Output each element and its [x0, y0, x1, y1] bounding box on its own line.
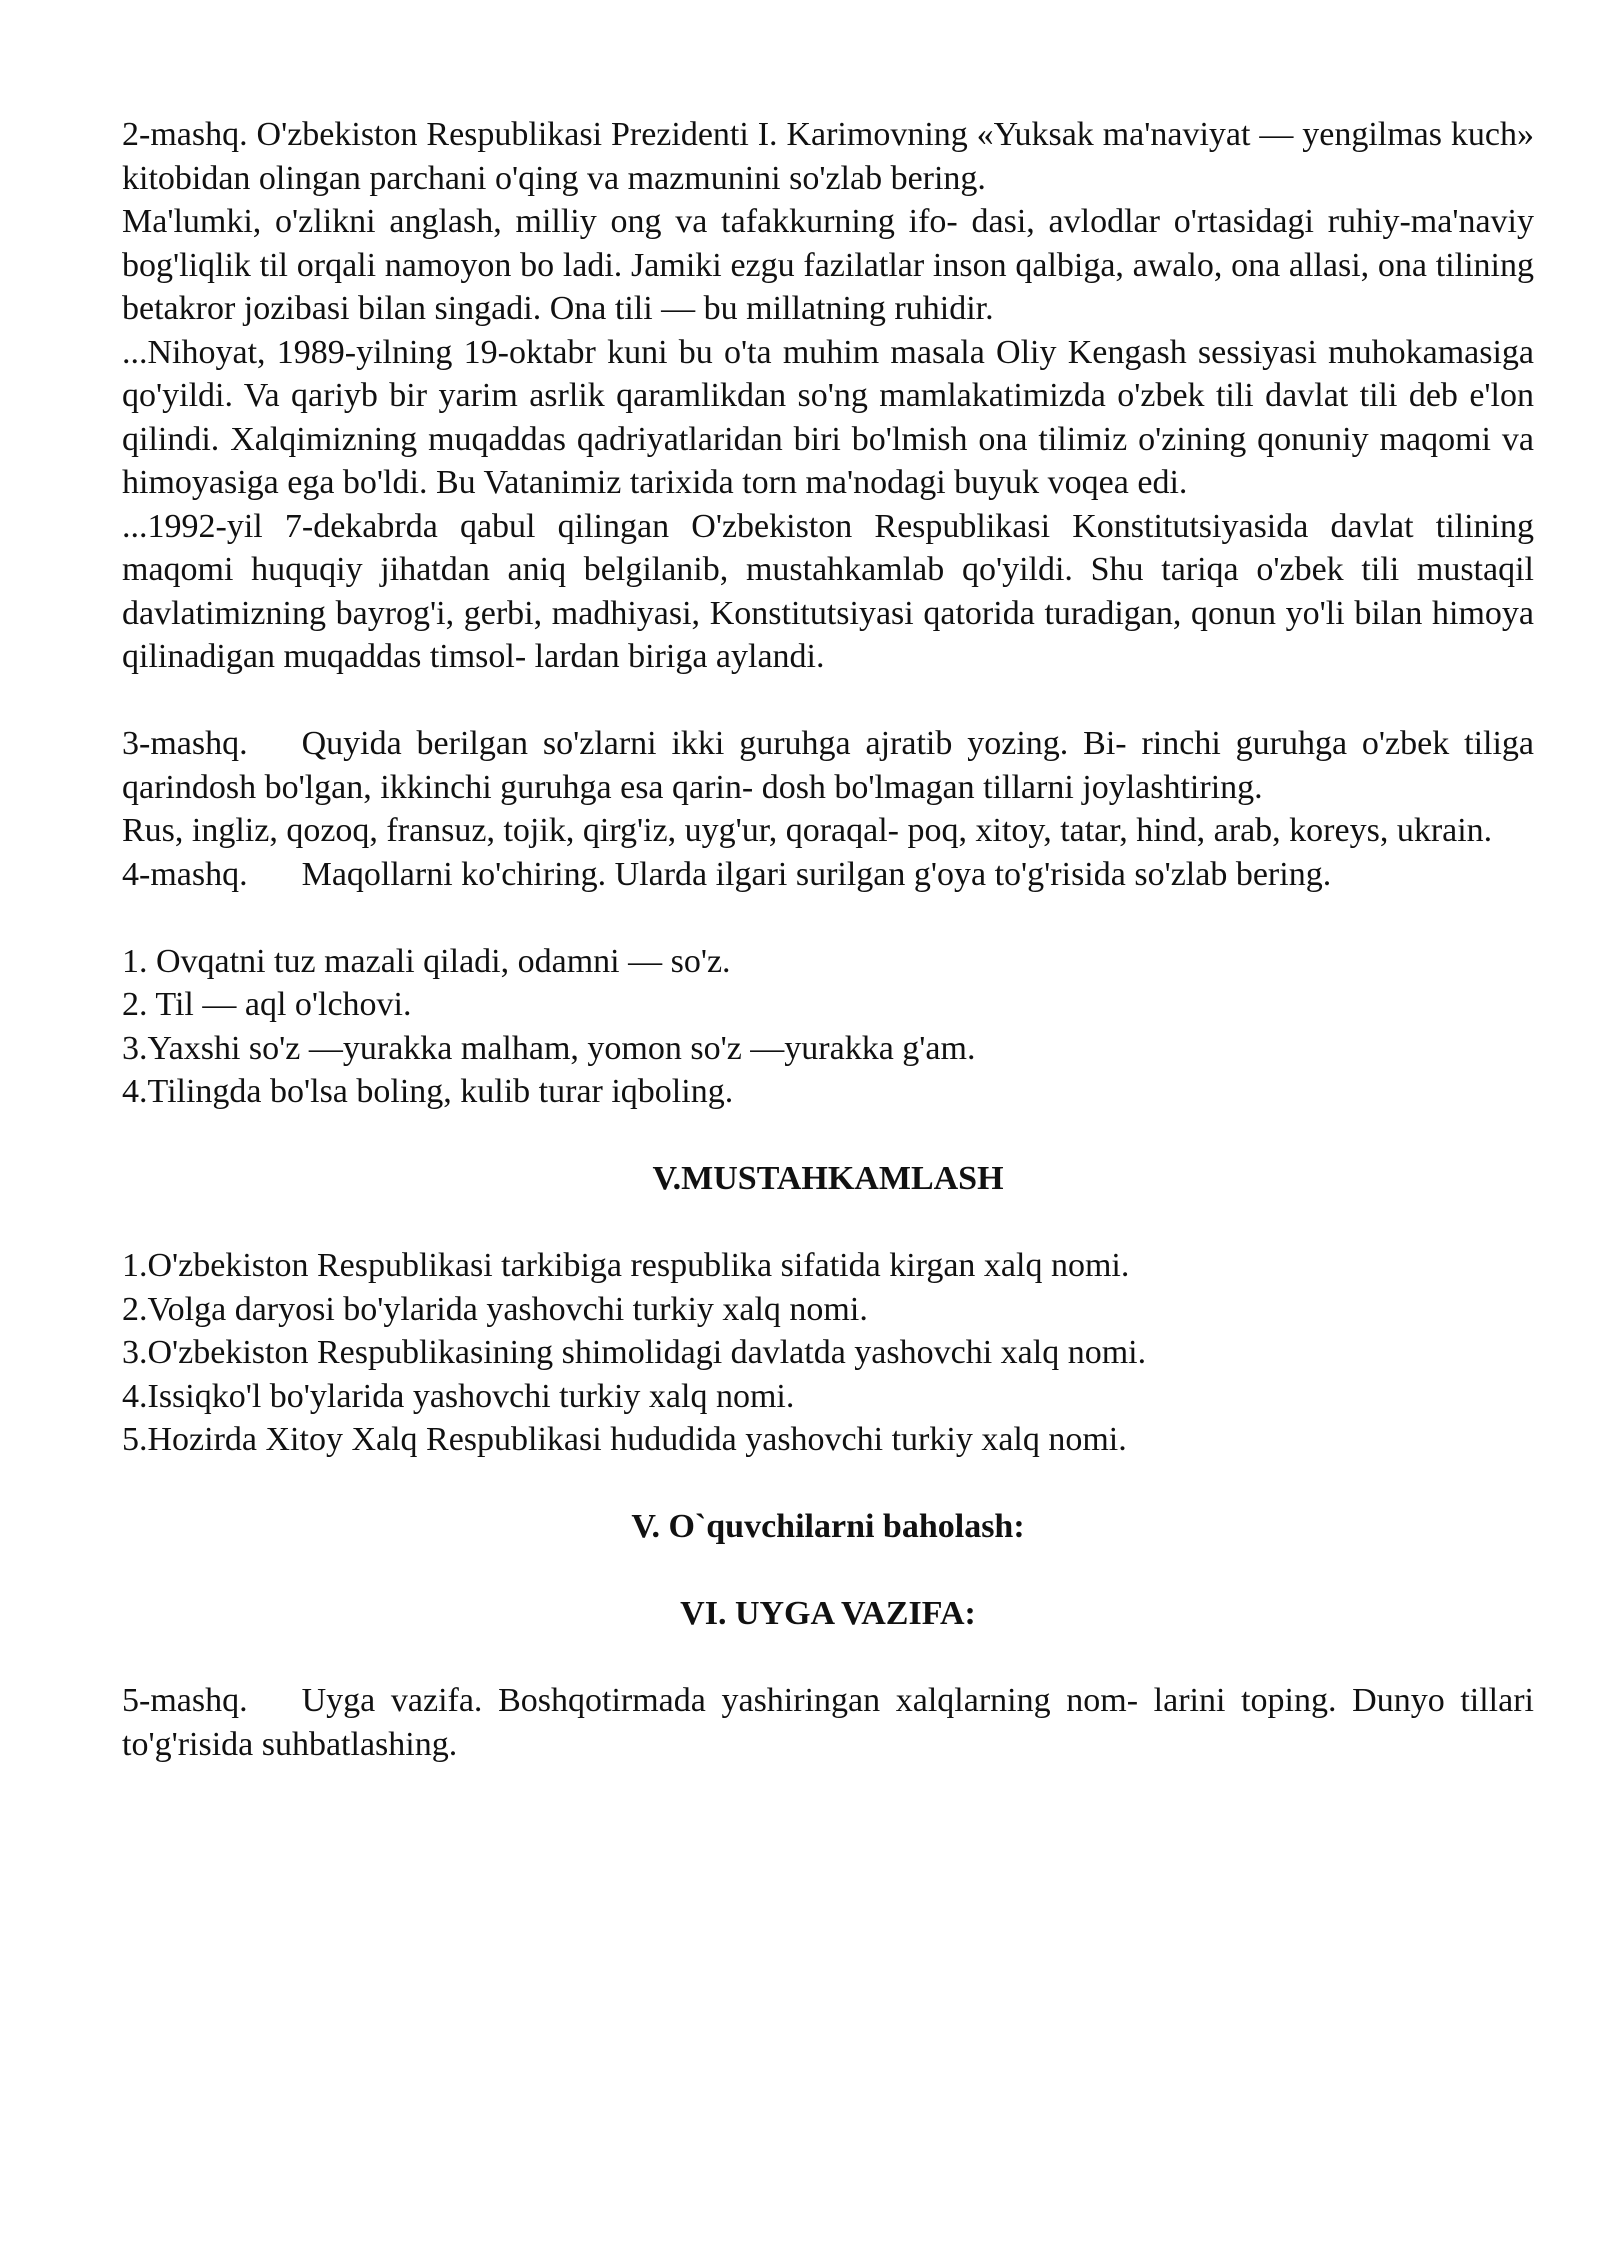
- spacer: [122, 896, 1534, 940]
- question-item: 2.Volga daryosi bo'ylarida yashovchi turkiy xalq nomi.: [122, 1290, 868, 1328]
- question-item: 1.O'zbekiston Respublikasi tarkibiga respublika sifatida kirgan xalq nomi.: [122, 1247, 1130, 1284]
- spacer: [122, 679, 1534, 723]
- proverb-item: 3.Yaxshi so'z —yurakka malham, yomon so'z —yurakka g'am.: [122, 1029, 976, 1067]
- document-page: [122, 113, 1534, 1766]
- question-item: 4.Issiqko'l bo'ylarida yashovchi turkiy xalq nomi.: [122, 1377, 795, 1415]
- exercise-2-label: 2-mashq.: [122, 116, 248, 153]
- homework-text: Uyga vazifa. Boshqotirmada yashiringan xalqlarning nom- larini toping. Dunyo tillari to'g'risida suhbatlashing.: [122, 1682, 1534, 1763]
- exercise-3-instruction: [122, 722, 1534, 809]
- exercise-2-paragraph: ...1992-yil 7-dekabrda qabul qilingan O'zbekiston Respublikasi Konstitutsiyasida davlat tilining maqomi huquqiy jihatdan aniq belgilanib, mustahkamlab qo'yildi. Shu tariqa o'zbek tili mustaqil davlatimizning bayrog'i, gerbi, madhiyasi, Konstitutsiyasi qatorida turadigan, qonun yo'li bilan himoya qilinadigan muqaddas timsol- lardan biriga aylandi.: [122, 507, 1534, 675]
- spacer: [122, 1549, 1534, 1593]
- spacer: [122, 1462, 1534, 1506]
- exercise-4-label: 4-mashq.: [122, 855, 248, 893]
- spacer: [122, 1201, 1534, 1245]
- exercise-4-instruction: [122, 853, 1534, 897]
- proverb-item: 2. Til — aql o'lchovi.: [122, 986, 412, 1023]
- exercise-2-intro: [122, 113, 1534, 200]
- exercise-2-paragraph: ...Nihoyat, 1989-yilning 19-oktabr kuni bu o'ta muhim masala Oliy Kengash sessiyasi muhokamasiga qo'yildi. Va qariyb bir yarim asrlik qaramlikdan so'ng mamlakatimizda o'zbek tili davlat tili deb e'lon qilindi. Xalqimizning muqaddas qadriyatlaridan biri bo'lmish ona tilimiz o'zining qonuniy maqomi va himoyasiga ega bo'ldi. Bu Vatanimiz tarixida torn ma'nodagi buyuk voqea edi.: [122, 333, 1534, 501]
- question-item: 5.Hozirda Xitoy Xalq Respublikasi hududida yashovchi turkiy xalq nomi.: [122, 1421, 1127, 1458]
- section-heading-baholash: V. O`quvchilarni baholash:: [631, 1508, 1025, 1545]
- proverb-item: 1. Ovqatni tuz mazali qiladi, odamni — so'z.: [122, 942, 731, 980]
- spacer: [122, 1114, 1534, 1158]
- exercise-5-label: 5-mashq.: [122, 1682, 248, 1719]
- section-heading-uyga-vazifa: VI. UYGA VAZIFA:: [680, 1595, 976, 1632]
- exercise-3-label: 3-mashq.: [122, 725, 248, 762]
- exercise-3-word-list: Rus, ingliz, qozoq, fransuz, tojik, qirg'iz, uyg'ur, qoraqal- poq, xitoy, tatar, hind, arab, koreys, ukrain.: [122, 812, 1493, 849]
- spacer: [122, 1636, 1534, 1680]
- proverb-item: 4.Tilingda bo'lsa boling, kulib turar iqboling.: [122, 1073, 734, 1110]
- question-item: 3.O'zbekiston Respublikasining shimolidagi davlatda yashovchi xalq nomi.: [122, 1334, 1147, 1371]
- exercise-2-paragraph: Ma'lumki, o'zlikni anglash, milliy ong va tafakkurning ifo- dasi, avlodlar o'rtasidagi ruhiy-ma'naviy bog'liqlik til orqali namoyon bo ladi. Jamiki ezgu fazilatlar inson qalbiga, awalo, ona allasi, ona tilining betakror jozibasi bilan singadi. Ona tili — bu millatning ruhidir.: [122, 203, 1534, 327]
- homework-instruction: [122, 1679, 1534, 1766]
- exercise-4-text: Maqollarni ko'chiring. Ularda ilgari surilgan g'oya to'g'risida so'zlab bering.: [301, 855, 1332, 893]
- exercise-3-text: Quyida berilgan so'zlarni ikki guruhga ajratib yozing. Bi- rinchi guruhga o'zbek tiliga qarindosh bo'lgan, ikkinchi guruhga esa qarin- dosh bo'lmagan tillarni joylashtiring.: [122, 725, 1534, 806]
- section-heading-mustahkamlash: V.MUSTAHKAMLASH: [652, 1160, 1004, 1197]
- exercise-2-instruction: O'zbekiston Respublikasi Prezidenti I. Karimovning «Yuksak ma'naviyat — yengilmas kuch» kitobidan olingan parchani o'qing va mazmunini so'zlab bering.: [122, 116, 1535, 197]
